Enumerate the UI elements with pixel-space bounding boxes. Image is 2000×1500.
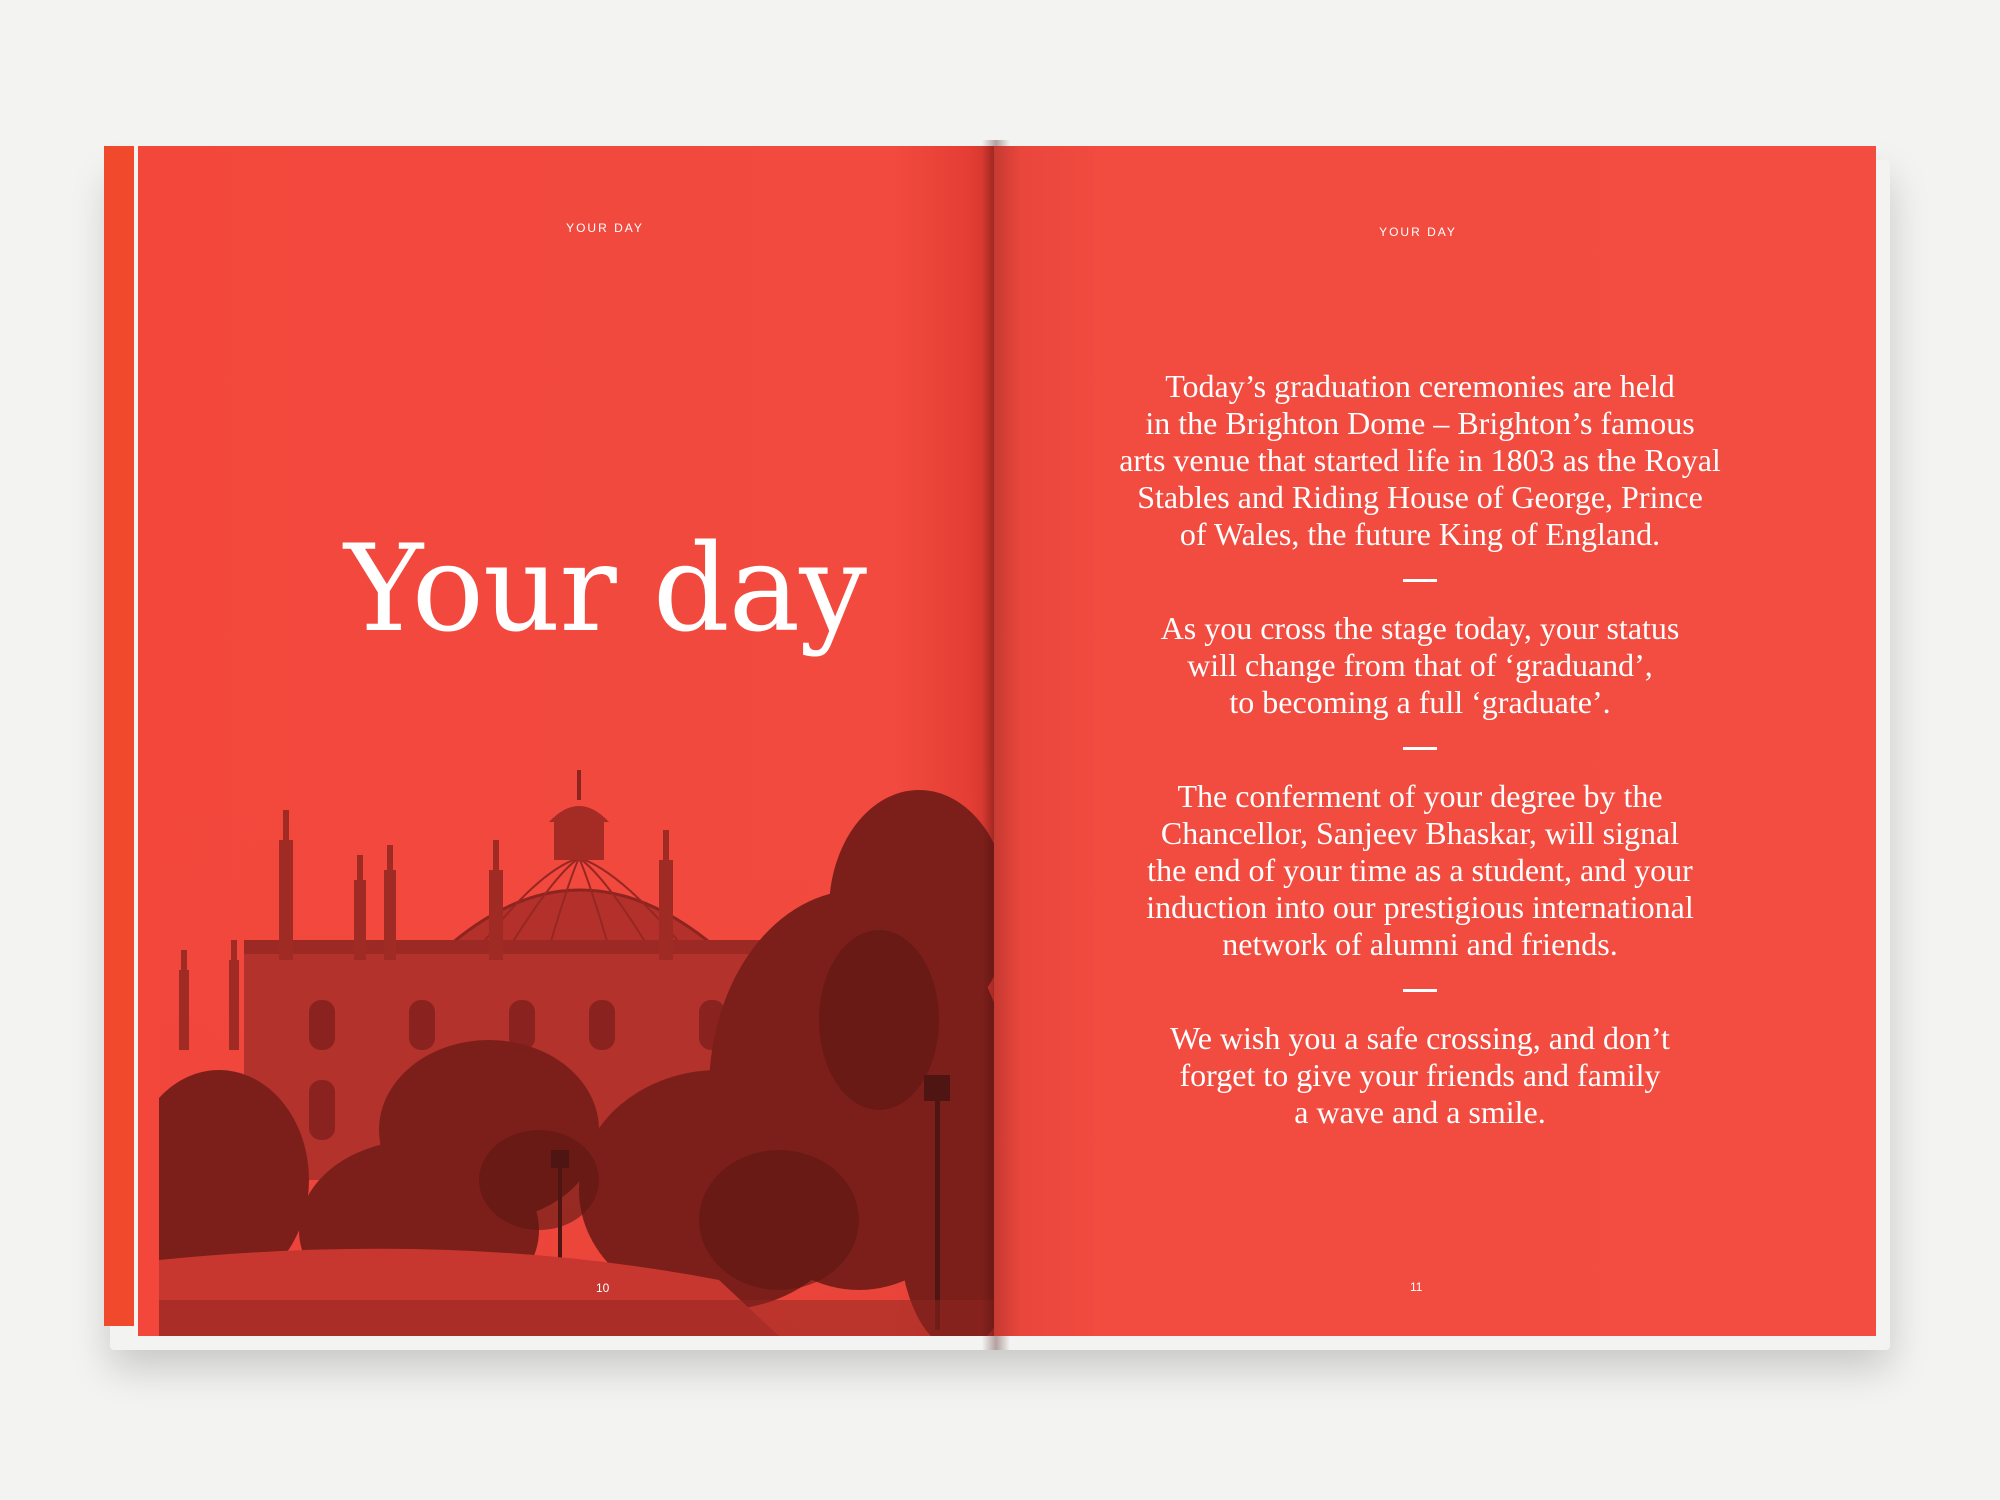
- page-title: Your day: [344, 520, 866, 659]
- em-dash-divider: [1403, 747, 1437, 750]
- paragraph-venue: Today’s graduation ceremonies are held in the Brighton Dome – Brighton’s famous arts venue that started life in 1803 as the Royal Stables and Riding House of George, Prince of Wales, the future King of England.: [1119, 368, 1721, 552]
- page-edge-orange: [104, 146, 138, 1326]
- paragraph-closing: We wish you a safe crossing, and don’t forget to give your friends and family a wave and a smile.: [1170, 1020, 1670, 1130]
- paragraph-status: As you cross the stage today, your status will change from that of ‘graduand’, to becoming a full ‘graduate’.: [1160, 610, 1680, 720]
- em-dash-divider: [1403, 989, 1437, 992]
- em-dash-divider: [1403, 579, 1437, 582]
- brighton-dome-photo: [159, 760, 995, 1336]
- left-running-head: YOUR DAY: [566, 221, 644, 235]
- page-number-right: 11: [1410, 1280, 1423, 1294]
- body-copy: [1030, 368, 1810, 1131]
- page-number-left: 10: [596, 1281, 610, 1295]
- paragraph-conferment: The conferment of your degree by the Chancellor, Sanjeev Bhaskar, will signal the end of your time as a student, and your induction into our prestigious international network of alumni and friends.: [1146, 778, 1694, 962]
- right-running-head: YOUR DAY: [1379, 225, 1457, 239]
